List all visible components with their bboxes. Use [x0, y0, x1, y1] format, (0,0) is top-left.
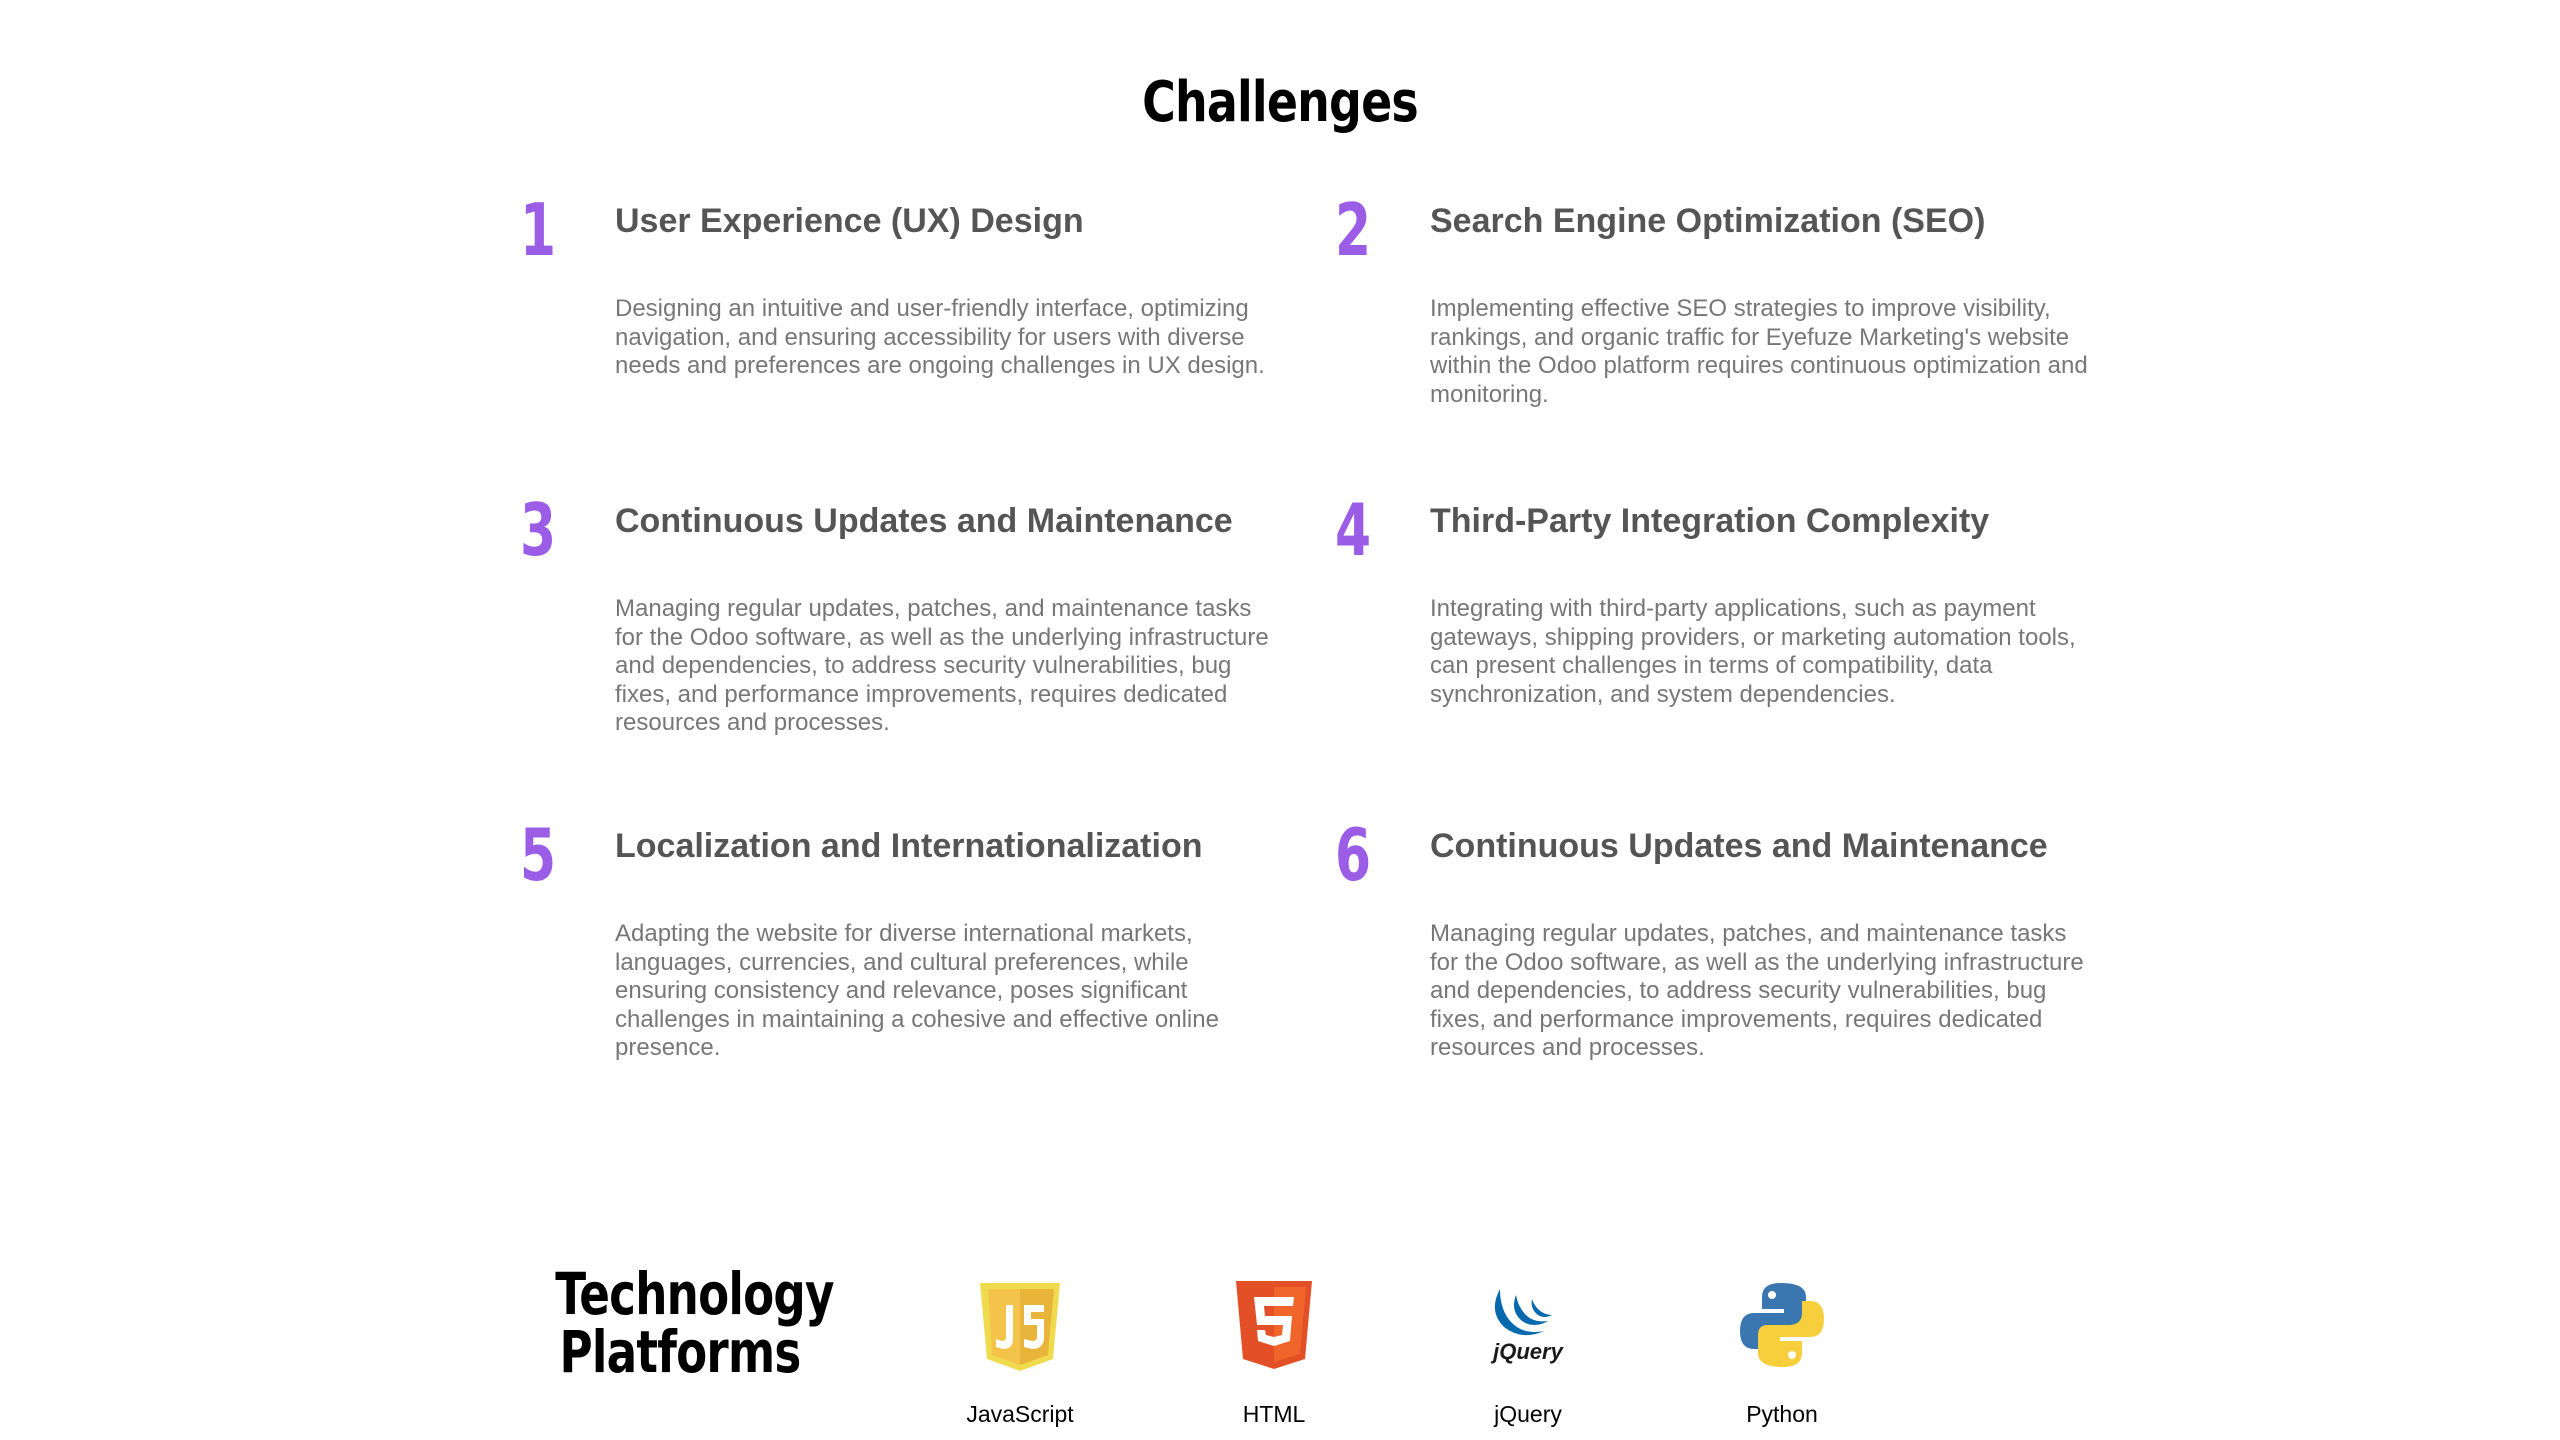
jquery-logo-icon	[1478, 1275, 1578, 1375]
platform-label: JavaScript	[966, 1401, 1074, 1427]
challenge-description: Implementing effective SEO strategies to improve visibility, rankings, and organic traffic for Eyefuze Marketing's website within the Odoo platform requires continuous optimization and monitoring.	[1430, 295, 2088, 408]
technology-logos	[0, 1275, 2560, 1425]
technology-title-line: Technology	[555, 1260, 834, 1328]
challenge-item	[520, 190, 1335, 490]
challenge-description: Integrating with third-party applications, such as payment gateways, shipping providers, or marketing automation tools, can present challenges in terms of compatibility, data synchronization, and system dependencies.	[1430, 595, 2076, 708]
challenge-description: Managing regular updates, patches, and maintenance tasks for the Odoo software, as well as the underlying infrastructure and dependencies, to address security vulnerabilities, bug fixes, and performance improvements, requires dedicated resources and processes.	[615, 595, 1269, 736]
challenge-number: 5	[520, 813, 557, 897]
challenge-number: 3	[520, 488, 557, 572]
platform-html	[1194, 1275, 1354, 1428]
challenge-number: 6	[1335, 813, 1372, 897]
challenge-item	[1335, 490, 2080, 815]
javascript-logo-icon	[970, 1275, 1070, 1375]
challenge-title: Third-Party Integration Complexity	[1430, 502, 1990, 540]
platform-python	[1702, 1275, 1862, 1428]
technology-title-line: Platforms	[559, 1318, 801, 1386]
challenge-title: Continuous Updates and Maintenance	[615, 502, 1233, 540]
challenge-title: Continuous Updates and Maintenance	[1430, 827, 2048, 865]
challenge-description: Designing an intuitive and user-friendly interface, optimizing navigation, and ensuring accessibility for users with diverse needs and preferences are ongoing challenges in UX design.	[615, 295, 1265, 379]
python-logo-icon	[1732, 1275, 1832, 1375]
challenge-item	[520, 490, 1335, 815]
page-title: Challenges	[1142, 69, 1418, 135]
challenge-title: Localization and Internationalization	[615, 827, 1203, 865]
challenge-number: 2	[1335, 188, 1372, 272]
html5-logo-icon	[1224, 1275, 1324, 1375]
challenge-description: Adapting the website for diverse international markets, languages, currencies, and cultural preferences, while ensuring consistency and relevance, poses significant challenges in maintaining a cohesive and effective online presence.	[615, 920, 1219, 1061]
challenge-item	[520, 815, 1335, 1115]
challenge-number: 4	[1335, 488, 1372, 572]
challenge-item	[1335, 188, 2088, 490]
platform-label: HTML	[1242, 1401, 1306, 1427]
platform-jquery	[1448, 1275, 1608, 1428]
challenge-number: 1	[520, 188, 557, 272]
platform-label: jQuery	[1494, 1401, 1562, 1427]
challenge-title: User Experience (UX) Design	[615, 202, 1084, 240]
challenge-title: Search Engine Optimization (SEO)	[1430, 202, 1986, 240]
challenge-description: Managing regular updates, patches, and maintenance tasks for the Odoo software, as well as the underlying infrastructure and dependencies, to address security vulnerabilities, bug fixes, and performance improvements, requires dedicated resources and processes.	[1430, 920, 2084, 1061]
platform-label: Python	[1746, 1401, 1818, 1427]
platform-javascript	[940, 1275, 1100, 1428]
jquery-logo-wordmark: jQuery	[1493, 1339, 1563, 1364]
challenge-item	[1335, 813, 2084, 1115]
challenges-grid	[520, 188, 2088, 1115]
